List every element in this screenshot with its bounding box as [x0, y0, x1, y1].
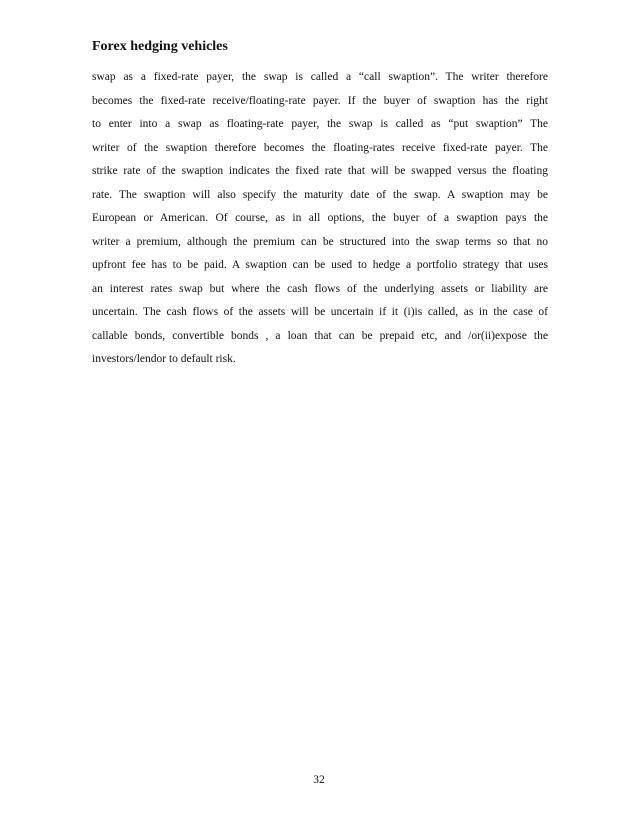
page-number: 32: [313, 774, 325, 786]
paragraph-line: upfront fee has to be paid. A swaption can be used to hedge a portfolio strategy that uses: [92, 259, 548, 271]
paragraph-line: an interest rates swap but where the cash flows of the underlying assets or liability are: [92, 282, 548, 295]
paragraph-line: investors/lendor to default risk.: [92, 353, 236, 365]
paragraph-line: European or American. Of course, as in all options, the buyer of a swaption pays the: [92, 212, 548, 224]
paragraph-line: swap as a fixed-rate payer, the swap is called a “call swaption”. The writer therefore: [92, 71, 548, 83]
paragraph-line: uncertain. The cash flows of the assets will be uncertain if it (i)is called, as in the case of: [92, 306, 548, 318]
paragraph-line: rate. The swaption will also specify the maturity date of the swap. A swaption may be: [92, 188, 548, 201]
paragraph-line: to enter into a swap as floating-rate payer, the swap is called as “put swaption” The: [92, 118, 548, 130]
paragraph-line: writer a premium, although the premium can be structured into the swap terms so that no: [92, 235, 548, 248]
paragraph-line: callable bonds, convertible bonds , a loan that can be prepaid etc, and /or(ii)expose the: [92, 329, 548, 342]
section-heading: Forex hedging vehicles: [92, 39, 228, 54]
paragraph-line: becomes the fixed-rate receive/floating-rate payer. If the buyer of swaption has the right: [92, 94, 548, 107]
paragraph-line: writer of the swaption therefore becomes the floating-rates receive fixed-rate payer. The: [92, 141, 548, 154]
body-paragraph: [92, 66, 548, 372]
paragraph-line: strike rate of the swaption indicates the fixed rate that will be swapped versus the floating: [92, 165, 548, 177]
